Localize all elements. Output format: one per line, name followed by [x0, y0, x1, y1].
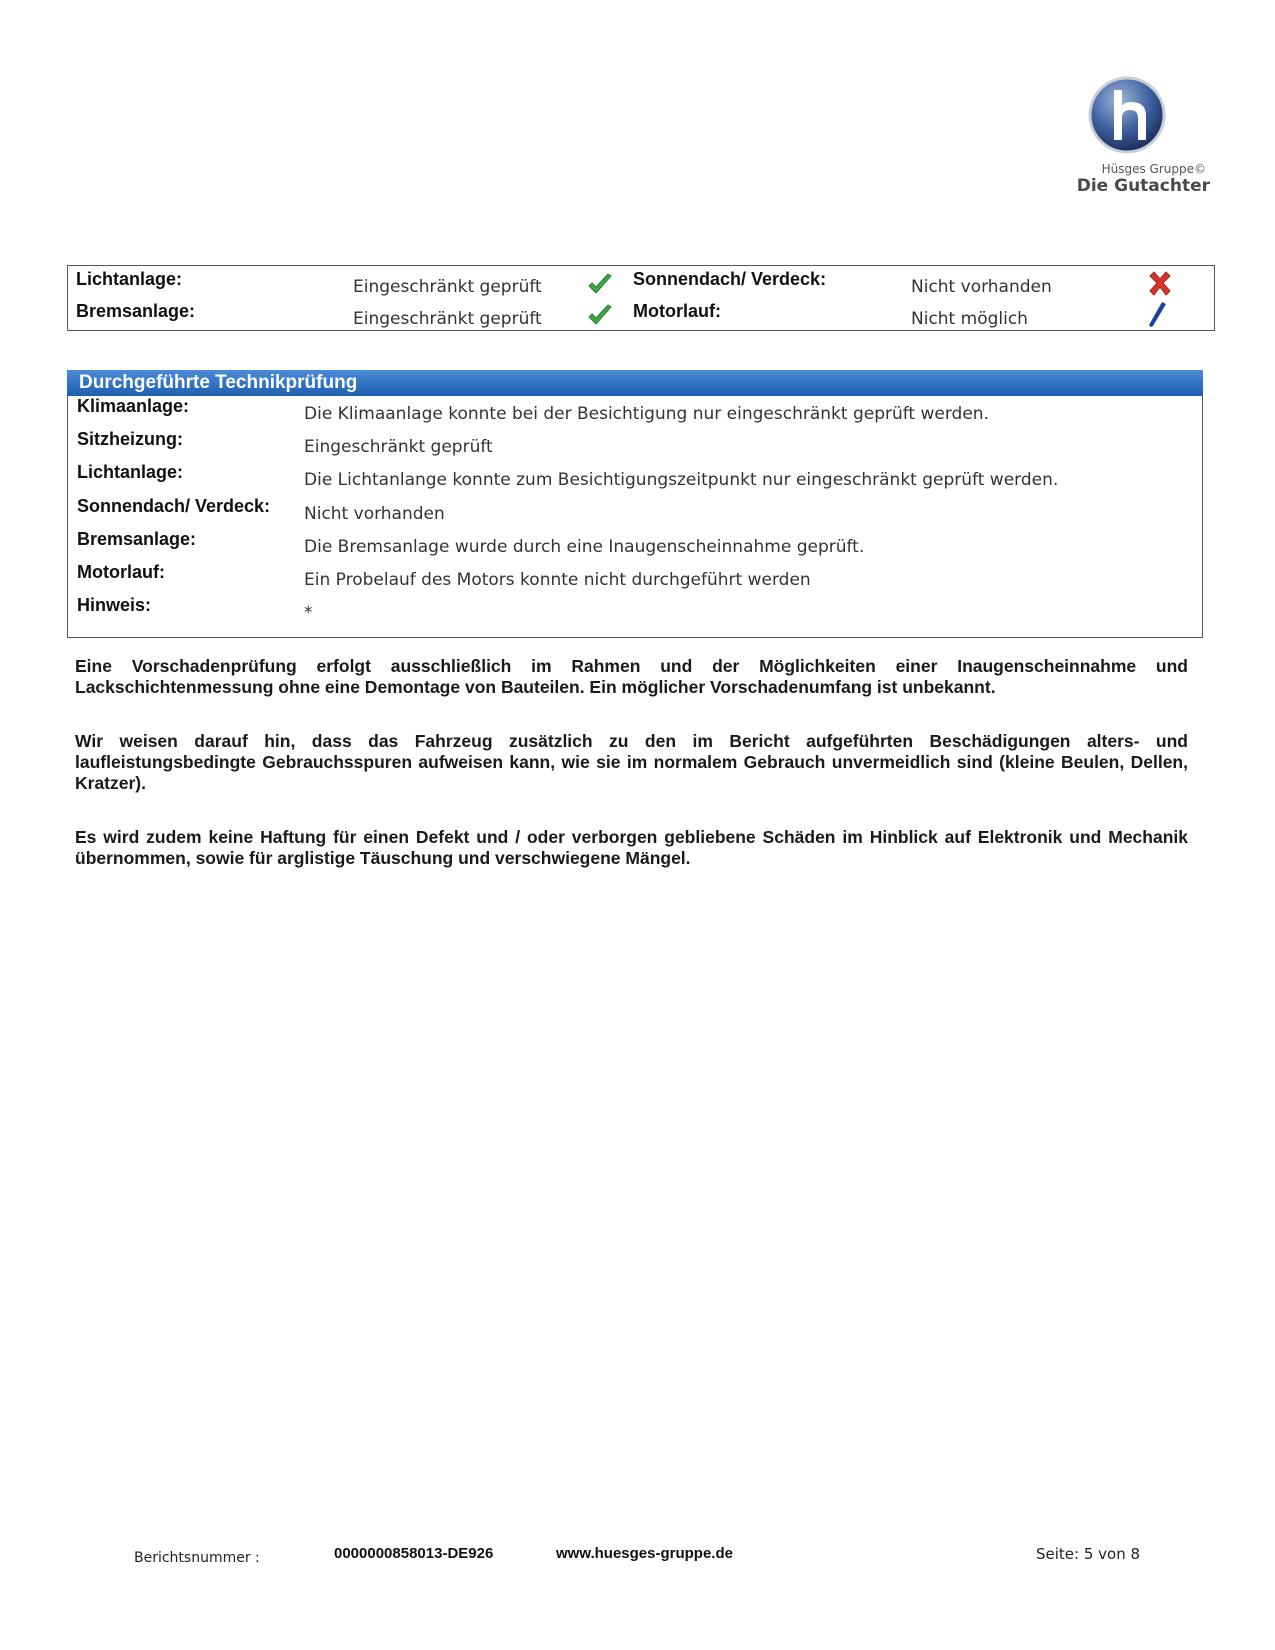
report-number: 0000000858013-DE926: [334, 1545, 494, 1562]
tech-section-title: Durchgeführte Technikprüfung: [67, 370, 1203, 396]
tech-label: Hinweis:: [77, 595, 152, 615]
tech-label: Motorlauf:: [77, 562, 165, 582]
status-label-lichtanlage: Lichtanlage:: [76, 269, 183, 289]
table-row: [68, 496, 1202, 530]
status-value-sonnendach: Nicht vorhanden: [911, 277, 1052, 297]
logo-subtitle: Hüsges Gruppe©: [1101, 162, 1206, 176]
pen-icon: [1143, 300, 1171, 328]
note-paragraph: Wir weisen darauf hin, dass das Fahrzeug zusätzlich zu den im Bericht aufgeführten Beschädigungen alters- und laufleistungsbedingte Gebrauchsspuren aufweisen kann, wie sie im normalem Gebrauch unvermeidlich sind (kleine Beulen, Dellen, Kratzer).: [75, 731, 1188, 793]
disclaimer-notes: [75, 656, 1188, 902]
company-logo: [1060, 76, 1210, 216]
tech-label: Lichtanlage:: [77, 462, 184, 482]
table-row: [68, 462, 1202, 496]
table-row: [68, 429, 1202, 463]
website-link[interactable]: www.huesges-gruppe.de: [556, 1545, 733, 1562]
note-paragraph: Eine Vorschadenprüfung erfolgt ausschließlich im Rahmen und der Möglichkeiten einer Inaugenscheinnahme und Lackschichtenmessung ohne eine Demontage von Bauteilen. Ein möglicher Vorschadenumfang ist unbekannt.: [75, 656, 1188, 697]
tech-label: Sitzheizung:: [77, 429, 183, 449]
tech-label: Sonnendach/ Verdeck:: [77, 496, 271, 516]
tech-label: Klimaanlage:: [77, 396, 190, 416]
table-row: [68, 396, 1202, 430]
tech-value: Ein Probelauf des Motors konnte nicht durchgeführt werden: [304, 570, 811, 590]
tech-value: Die Bremsanlage wurde durch eine Inaugenscheinnahme geprüft.: [304, 537, 865, 557]
tech-value: Die Lichtanlange konnte zum Besichtigungszeitpunkt nur eingeschränkt geprüft werden.: [304, 470, 1059, 490]
page-number: Seite: 5 von 8: [1036, 1545, 1141, 1563]
tech-value: Die Klimaanlage konnte bei der Besichtigung nur eingeschränkt geprüft werden.: [304, 404, 989, 424]
status-label-bremsanlage: Bremsanlage:: [76, 301, 196, 321]
status-label-sonnendach: Sonnendach/ Verdeck:: [633, 269, 827, 289]
check-icon: [586, 302, 614, 330]
tech-check-table: [67, 396, 1203, 638]
table-row: [68, 529, 1202, 563]
cross-icon: [1146, 270, 1174, 298]
note-paragraph: Es wird zudem keine Haftung für einen Defekt und / oder verborgen gebliebene Schäden im Hinblick auf Elektronik und Mechanik übernommen, sowie für arglistige Täuschung und verschwiegene Mängel.: [75, 827, 1188, 868]
table-row: [68, 595, 1202, 629]
status-value-lichtanlage: Eingeschränkt geprüft: [353, 277, 542, 297]
tech-label: Bremsanlage:: [77, 529, 197, 549]
tech-value: *: [304, 603, 313, 623]
report-number-label: Berichtsnummer :: [134, 1550, 260, 1566]
status-value-motorlauf: Nicht möglich: [911, 309, 1028, 329]
status-value-bremsanlage: Eingeschränkt geprüft: [353, 309, 542, 329]
tech-value: Nicht vorhanden: [304, 504, 445, 524]
logo-title: Die Gutachter: [1076, 176, 1210, 196]
table-row: [68, 562, 1202, 596]
status-label-motorlauf: Motorlauf:: [633, 301, 721, 321]
check-icon: [586, 271, 614, 299]
huesges-h-logo-icon: [1084, 76, 1170, 156]
tech-value: Eingeschränkt geprüft: [304, 437, 493, 457]
status-summary-box: [67, 265, 1215, 331]
page-footer: [0, 1545, 1275, 1575]
